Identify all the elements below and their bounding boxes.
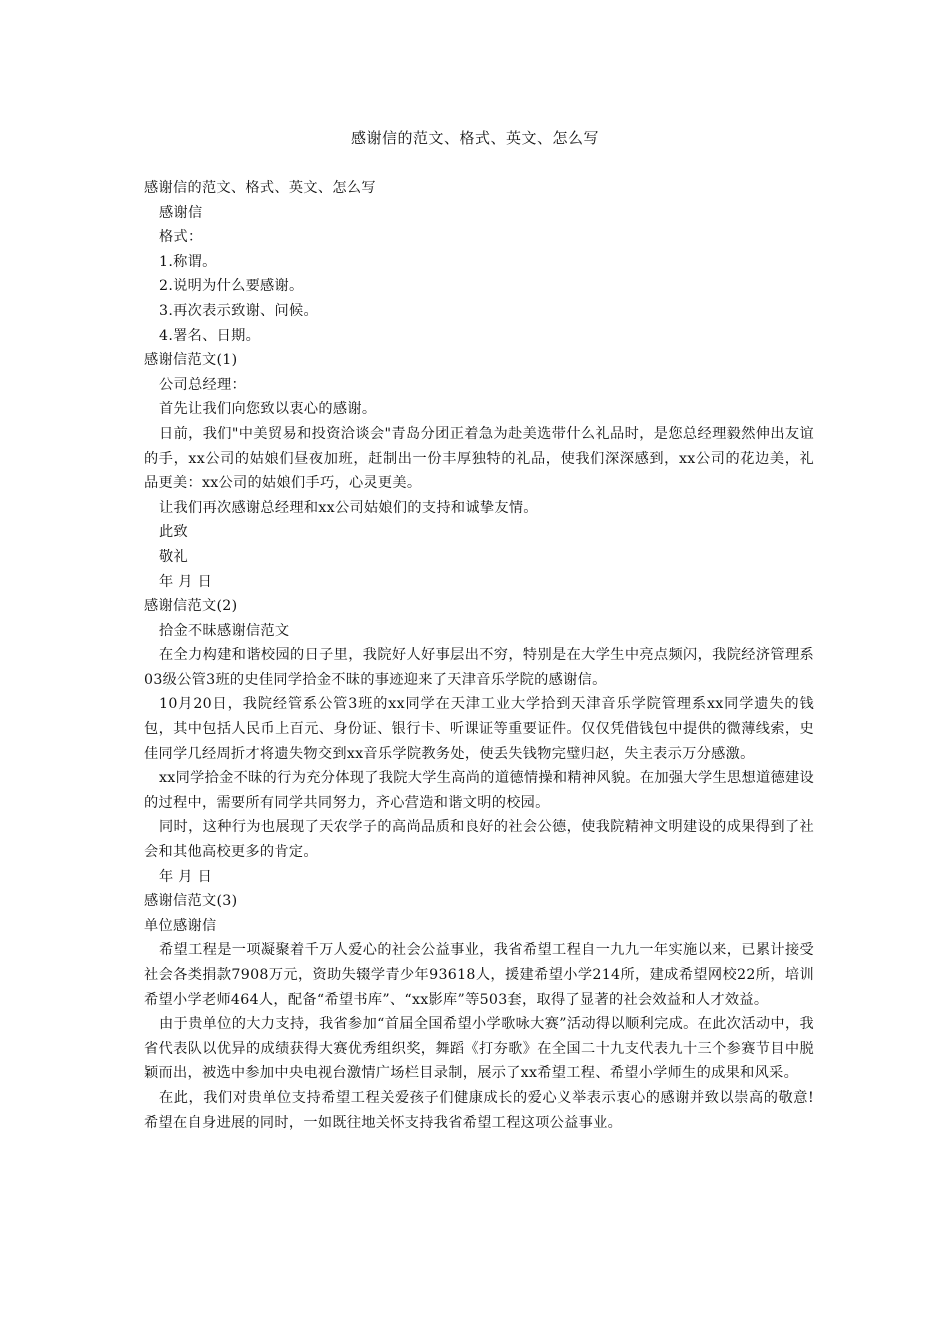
paragraph: 感谢信范文(2) [144,598,238,615]
paragraph: 年 月 日 [159,573,213,590]
paragraph: 让我们再次感谢总经理和xx公司姑娘们的支持和诚挚友情。 [159,499,538,516]
document-title: 感谢信的范文、格式、英文、怎么写 [350,129,599,147]
paragraph: 感谢信 [159,204,203,221]
paragraph: 拾金不昧感谢信范文 [159,622,290,639]
paragraph: 敬礼 [159,548,188,565]
paragraph: 此致 [159,524,188,541]
paragraph: 1.称谓。 [159,253,217,270]
paragraph: 感谢信范文(1) [144,352,238,369]
paragraph: 日前，我们"中美贸易和投资洽谈会"青岛分团正着急为赴美选带什么礼品时，是您总经理毅然伸出友谊的手，xx公司的姑娘们昼夜加班，赶制出一份丰厚独特的礼品，使我们深深感到，xx公司的花边美，礼品更美：xx公司的姑娘们手巧，心灵更美。 [144,425,814,492]
paragraph: 3.再次表示致谢、问候。 [159,302,319,319]
paragraph: 首先让我们向您致以衷心的感谢。 [159,401,377,418]
paragraph: 希望工程是一项凝聚着千万人爱心的社会公益事业，我省希望工程自一九九一年实施以来，已累计接受社会各类捐款7908万元，资助失辍学青少年93618人，援建希望小学214所，建成希望网校22所，培训希望小学老师464人，配备“希望书库”、“xx影库”等503套，取得了显著的社会效益和人才效益。 [144,942,814,1008]
paragraph: 年 月 日 [159,868,213,885]
document-body [144,176,814,1135]
paragraph: 4.署名、日期。 [159,327,261,344]
paragraph: 10月20日，我院经管系公管3班的xx同学在天津工业大学拾到天津音乐学院管理系xx同学遗失的钱包，其中包括人民币上百元、身份证、银行卡、听课证等重要证件。仅仅凭借钱包中提供的微薄线索，史佳同学几经周折才将遗失物交到xx音乐学院教务处，使丢失钱物完璧归赵，失主表示万分感激。 [144,696,814,762]
paragraph: 由于贵单位的大力支持，我省参加“首届全国希望小学歌咏大赛”活动得以顺利完成。在此次活动中，我省代表队以优异的成绩获得大赛优秀组织奖，舞蹈《打夯歌》在全国二十九支代表九十三个参赛节目中脱颖而出，被选中参加中央电视台激情广场栏目录制，展示了xx希望工程、希望小学师生的成果和风采。 [144,1016,814,1082]
paragraph: xx同学拾金不昧的行为充分体现了我院大学生高尚的道德情操和精神风貌。在加强大学生思想道德建设的过程中，需要所有同学共同努力，齐心营造和谐文明的校园。 [144,770,814,811]
paragraph: 格式： [159,229,203,246]
paragraph: 单位感谢信 [144,917,217,934]
paragraph: 在此，我们对贵单位支持希望工程关爱孩子们健康成长的爱心义举表示衷心的感谢并致以崇高的敬意!希望在自身进展的同时，一如既往地关怀支持我省希望工程这项公益事业。 [144,1089,814,1131]
paragraph: 感谢信范文(3) [144,893,238,910]
paragraph: 同时，这种行为也展现了天农学子的高尚品质和良好的社会公德，使我院精神文明建设的成果得到了社会和其他高校更多的肯定。 [144,819,814,861]
paragraph: 在全力构建和谐校园的日子里，我院好人好事层出不穷，特别是在大学生中亮点频闪，我院经济管理系03级公管3班的史佳同学拾金不昧的事迹迎来了天津音乐学院的感谢信。 [144,647,814,688]
paragraph: 2.说明为什么要感谢。 [159,278,304,295]
paragraph: 感谢信的范文、格式、英文、怎么写 [144,180,376,196]
paragraph: 公司总经理： [159,376,246,393]
